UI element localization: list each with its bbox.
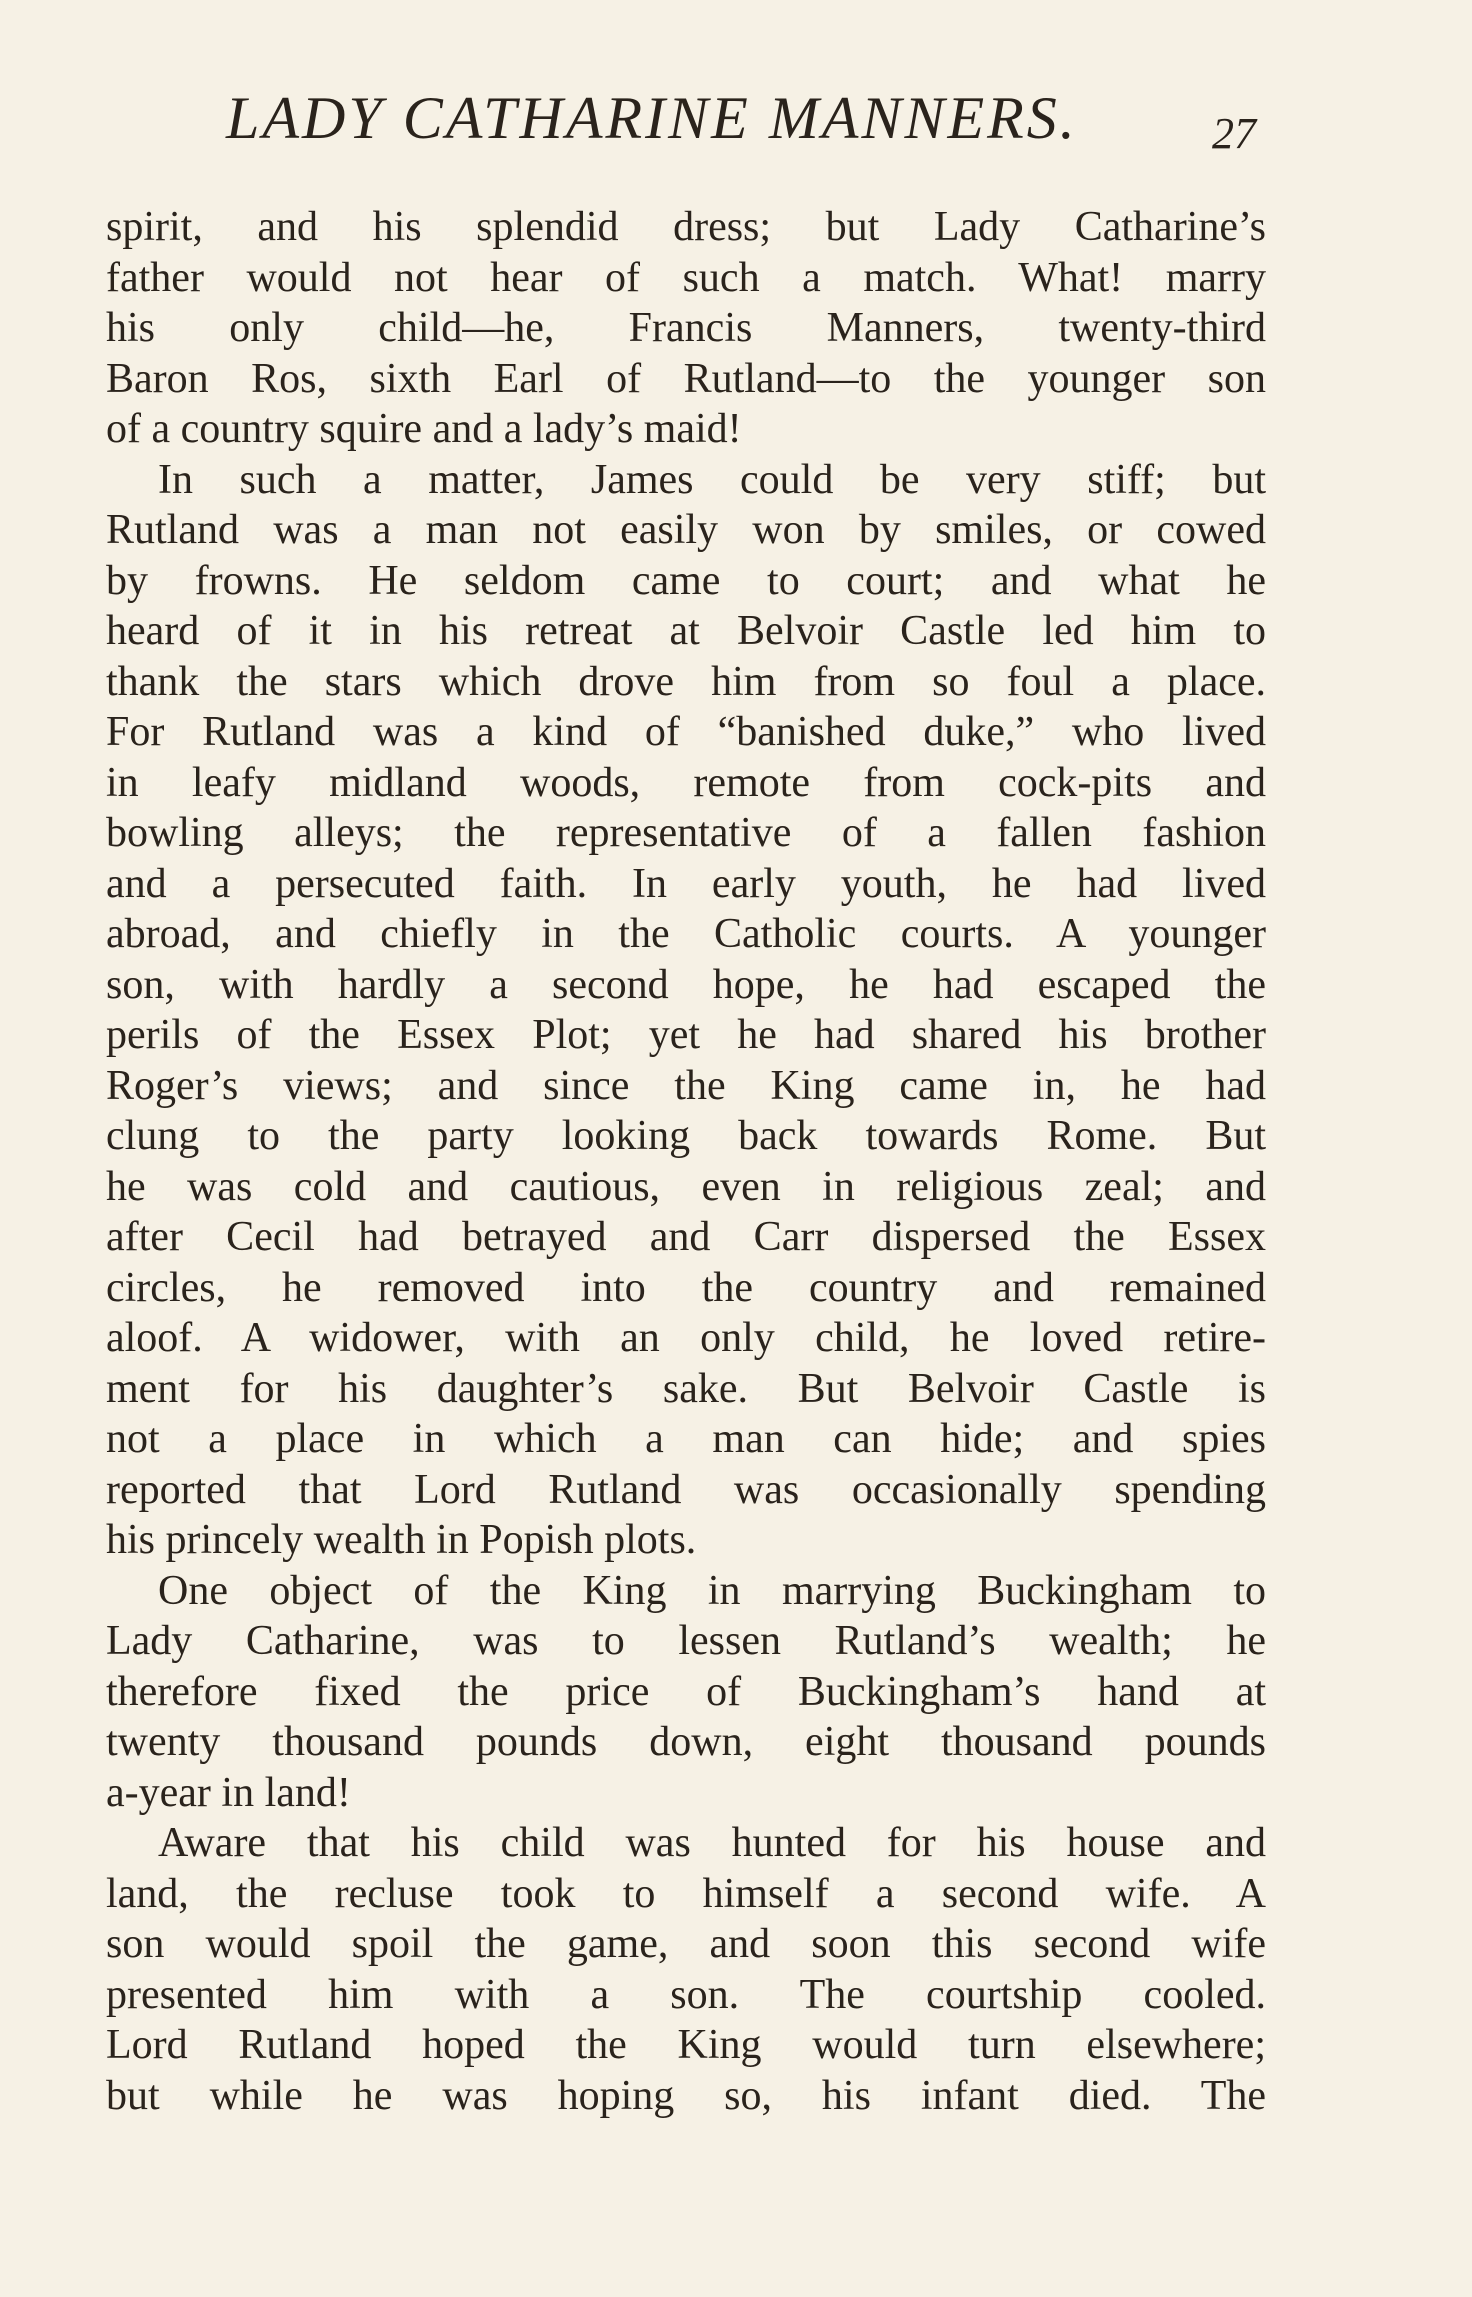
text-line: ment for his daughter’s sake. But Belvoir Castle is: [106, 1365, 1266, 1412]
text-line: Baron Ros, sixth Earl of Rutland—to the younger son: [106, 355, 1266, 402]
text-line: abroad, and chiefly in the Catholic courts. A younger: [106, 911, 1266, 957]
text-line: but while he was hoping so, his infant died. The: [106, 2072, 1266, 2119]
text-line: a-year in land!: [106, 1769, 351, 1816]
text-line: In such a matter, James could be very stiff; but: [158, 456, 1266, 503]
text-line: son, with hardly a second hope, he had escaped the: [106, 961, 1266, 1008]
text-line: he was cold and cautious, even in religious zeal; and: [106, 1163, 1266, 1210]
text-line: his princely wealth in Popish plots.: [106, 1517, 697, 1563]
text-line: bowling alleys; the representative of a fallen fashion: [106, 810, 1266, 856]
text-line: his only child—he, Francis Manners, twenty-third: [106, 305, 1266, 351]
text-line: presented him with a son. The courtship cooled.: [106, 1971, 1266, 2018]
text-line: therefore fixed the price of Buckingham’s hand at: [106, 1668, 1266, 1715]
text-line: Lord Rutland hoped the King would turn elsewhere;: [106, 2022, 1266, 2068]
text-line: in leafy midland woods, remote from cock-pits and: [106, 759, 1266, 806]
text-line: Aware that his child was hunted for his house and: [158, 1820, 1266, 1866]
text-line: Rutland was a man not easily won by smiles, or cowed: [106, 507, 1266, 553]
text-line: son would spoil the game, and soon this second wife: [106, 1921, 1266, 1967]
text-line: father would not hear of such a match. What! marry: [106, 254, 1266, 301]
text-line: Roger’s views; and since the King came in, he had: [106, 1062, 1266, 1109]
body-text: [106, 202, 1266, 2121]
text-line: after Cecil had betrayed and Carr dispersed the Essex: [106, 1214, 1266, 1260]
text-line: Lady Catharine, was to lessen Rutland’s wealth; he: [106, 1618, 1266, 1664]
text-line: by frowns. He seldom came to court; and what he: [106, 557, 1266, 604]
text-line: perils of the Essex Plot; yet he had shared his brother: [106, 1012, 1266, 1058]
text-line: twenty thousand pounds down, eight thousand pounds: [106, 1719, 1266, 1765]
text-line: thank the stars which drove him from so foul a place.: [106, 658, 1266, 705]
text-line: and a persecuted faith. In early youth, he had lived: [106, 860, 1266, 907]
text-line: For Rutland was a kind of “banished duke,” who lived: [106, 709, 1266, 755]
text-line: aloof. A widower, with an only child, he loved retire-: [106, 1315, 1266, 1361]
text-line: not a place in which a man can hide; and spies: [106, 1416, 1266, 1462]
text-line: clung to the party looking back towards Rome. But: [106, 1113, 1266, 1159]
text-line: One object of the King in marrying Buckingham to: [158, 1567, 1266, 1614]
text-line: heard of it in his retreat at Belvoir Castle led him to: [106, 608, 1266, 654]
text-line: spirit, and his splendid dress; but Lady Catharine’s: [106, 204, 1266, 250]
running-title: LADY CATHARINE MANNERS.: [226, 85, 1078, 151]
page-number: 27: [1212, 109, 1256, 158]
text-line: reported that Lord Rutland was occasionally spending: [106, 1466, 1266, 1513]
text-line: circles, he removed into the country and remained: [106, 1264, 1266, 1311]
text-line: of a country squire and a lady’s maid!: [106, 406, 742, 452]
text-line: land, the recluse took to himself a second wife. A: [106, 1870, 1266, 1917]
